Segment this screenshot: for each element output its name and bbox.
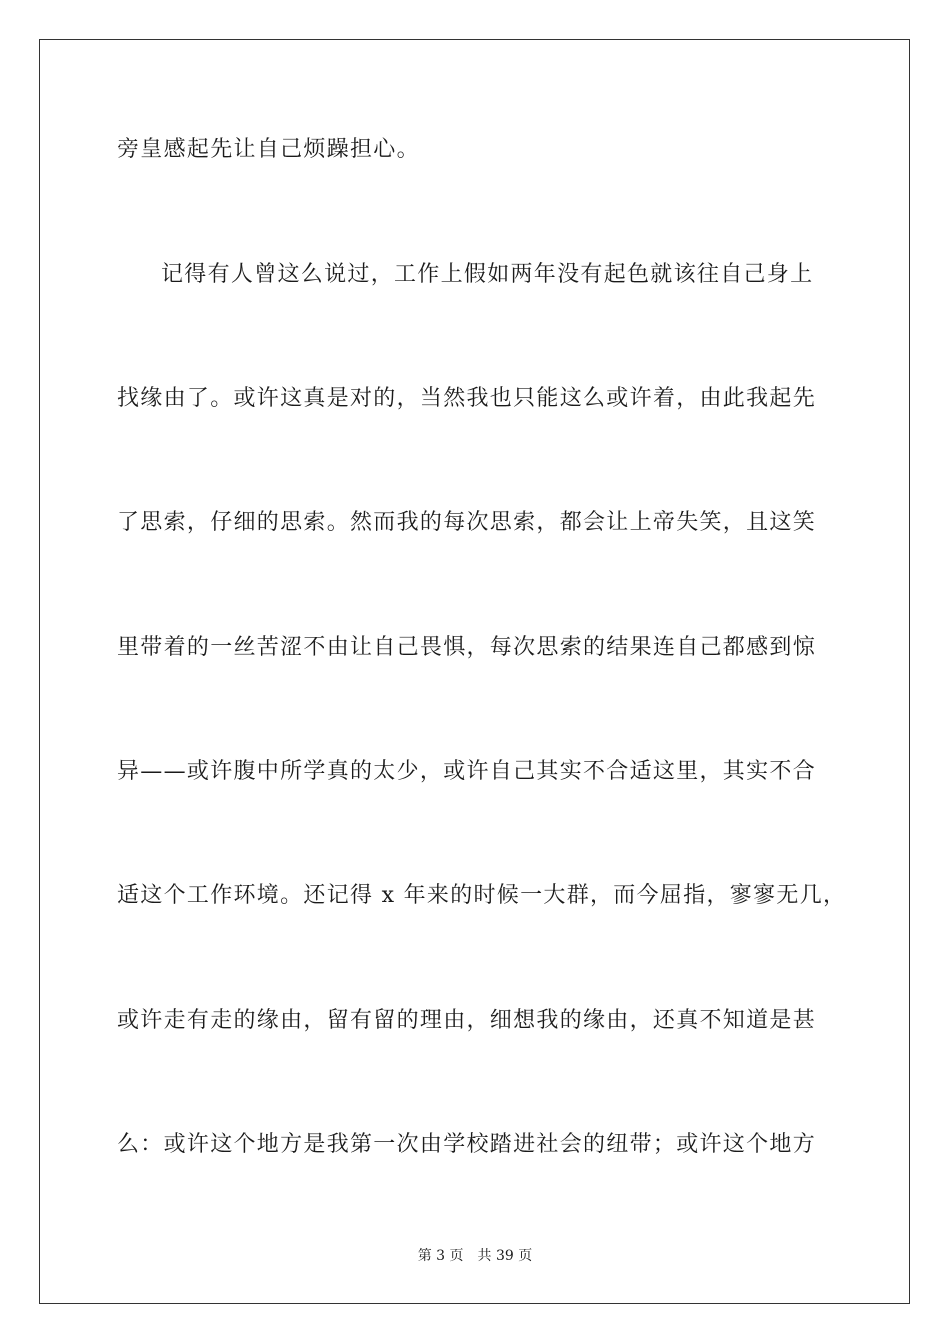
page-number: 第 3 页 (417, 1248, 464, 1264)
page-footer (0, 1247, 950, 1265)
paragraph-line-9: 么：或许这个地方是我第一次由学校踏进社会的纽带；或许这个地方 (117, 1132, 817, 1157)
paragraph-line-7: 适这个工作环境。还记得 x 年来的时候一大群，而今屈指，寥寥无几， (117, 883, 847, 908)
paragraph-line-3: 找缘由了。或许这真是对的，当然我也只能这么或许着，由此我起先 (117, 386, 817, 411)
paragraph-line-1: 旁皇感起先让自己烦躁担心。 (117, 137, 420, 162)
paragraph-line-8: 或许走有走的缘由，留有留的理由，细想我的缘由，还真不知道是甚 (117, 1008, 817, 1033)
paragraph-line-2: 记得有人曾这么说过，工作上假如两年没有起色就该往自己身上 (161, 262, 814, 287)
paragraph-line-5: 里带着的一丝苦涩不由让自己畏惧，每次思索的结果连自己都感到惊 (117, 635, 817, 660)
page-border (39, 39, 910, 1304)
paragraph-line-6: 异——或许腹中所学真的太少，或许自己其实不合适这里，其实不合 (117, 759, 817, 784)
paragraph-line-4: 了思索，仔细的思索。然而我的每次思索，都会让上帝失笑，且这笑 (117, 510, 817, 535)
total-pages: 共 39 页 (477, 1248, 533, 1264)
